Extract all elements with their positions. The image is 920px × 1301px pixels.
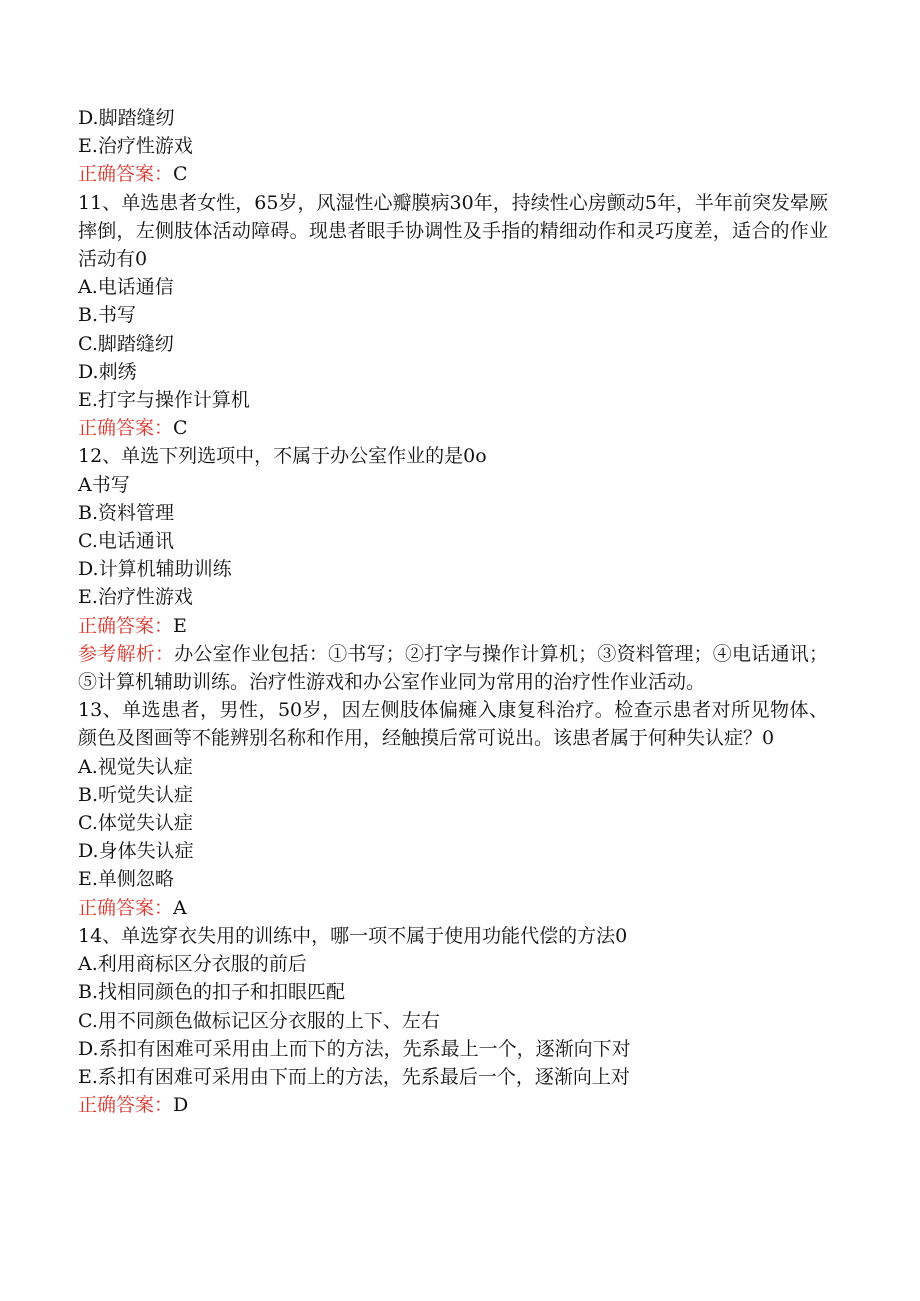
answer-label: 正确答案：: [78, 417, 174, 440]
option-d: D.计算机辅助训练: [78, 558, 232, 581]
option-e: E.打字与操作计算机: [78, 389, 250, 412]
answer-value: A: [173, 896, 187, 919]
option-c: C.体觉失认症: [78, 812, 193, 835]
correct-answer: [78, 894, 828, 922]
option-c: C.电话通讯: [78, 530, 174, 553]
question-stem: 11、单选患者女性，65岁，风湿性心瓣膜病30年，持续性心房颤动5年，半年前突发晕厥摔倒，左侧肢体活动障碍。现患者眼手协调性及手指的精细动作和灵巧度差，适合的作业活动有0: [78, 191, 828, 271]
correct-answer: [78, 414, 828, 442]
prev-question-tail: [78, 104, 828, 189]
option-b: B.听觉失认症: [78, 783, 194, 806]
option-a: A.电话通信: [78, 276, 174, 299]
correct-answer: [78, 612, 828, 640]
question-13: [78, 696, 828, 922]
option-a: A书写: [78, 473, 130, 496]
option-e: E.治疗性游戏: [78, 586, 193, 609]
analysis-label: 参考解析：: [78, 642, 175, 665]
option-d: D.脚踏缝纫: [78, 107, 175, 129]
option-c: C.脚踏缝纫: [78, 332, 174, 355]
option-c: C.用不同颜色做标记区分衣服的上下、左右: [78, 1009, 440, 1032]
answer-label: 正确答案：: [78, 163, 174, 186]
answer-value: E: [173, 614, 187, 637]
question-stem: 12、单选下列选项中，不属于办公室作业的是0o: [78, 445, 487, 468]
option-d: D.刺绣: [78, 360, 137, 383]
option-d: D.系扣有困难可采用由上而下的方法，先系最上一个，逐渐向下对: [78, 1037, 631, 1060]
option-d: D.身体失认症: [78, 840, 194, 863]
option-a: A.利用商标区分衣服的前后: [78, 953, 307, 976]
answer-value: D: [173, 1094, 189, 1117]
answer-label: 正确答案：: [78, 1094, 174, 1117]
option-a: A.视觉失认症: [78, 755, 193, 778]
answer-value: C: [173, 163, 188, 186]
option-e: E.系扣有困难可采用由下而上的方法，先系最后一个，逐渐向上对: [78, 1065, 630, 1088]
option-b: B.找相同颜色的扣子和扣眼匹配: [78, 981, 346, 1004]
answer-value: C: [173, 417, 188, 440]
answer-label: 正确答案：: [78, 896, 174, 919]
analysis: [78, 640, 828, 696]
correct-answer: [78, 160, 828, 188]
option-b: B.书写: [78, 304, 137, 327]
question-11: [78, 189, 828, 443]
correct-answer: [78, 1091, 828, 1119]
option-e: E.治疗性游戏: [78, 135, 193, 158]
option-e: E.单侧忽略: [78, 868, 174, 891]
question-12: [78, 442, 828, 696]
answer-label: 正确答案：: [78, 614, 174, 637]
question-stem: 14、单选穿衣失用的训练中，哪一项不属于使用功能代偿的方法0: [78, 924, 628, 947]
analysis-text: 办公室作业包括：①书写；②打字与操作计算机；③资料管理；④电话通讯；⑤计算机辅助训练。治疗性游戏和办公室作业同为常用的治疗性作业活动。: [78, 642, 828, 694]
option-b: B.资料管理: [78, 501, 175, 524]
question-14: [78, 922, 828, 1119]
question-stem: 13、单选患者，男性，50岁，因左侧肢体偏瘫入康复科治疗。检查示患者对所见物体、颜色及图画等不能辨别名称和作用，经触摸后常可说出。该患者属于何种失认症？0: [78, 699, 828, 750]
document-page: [78, 104, 828, 1119]
